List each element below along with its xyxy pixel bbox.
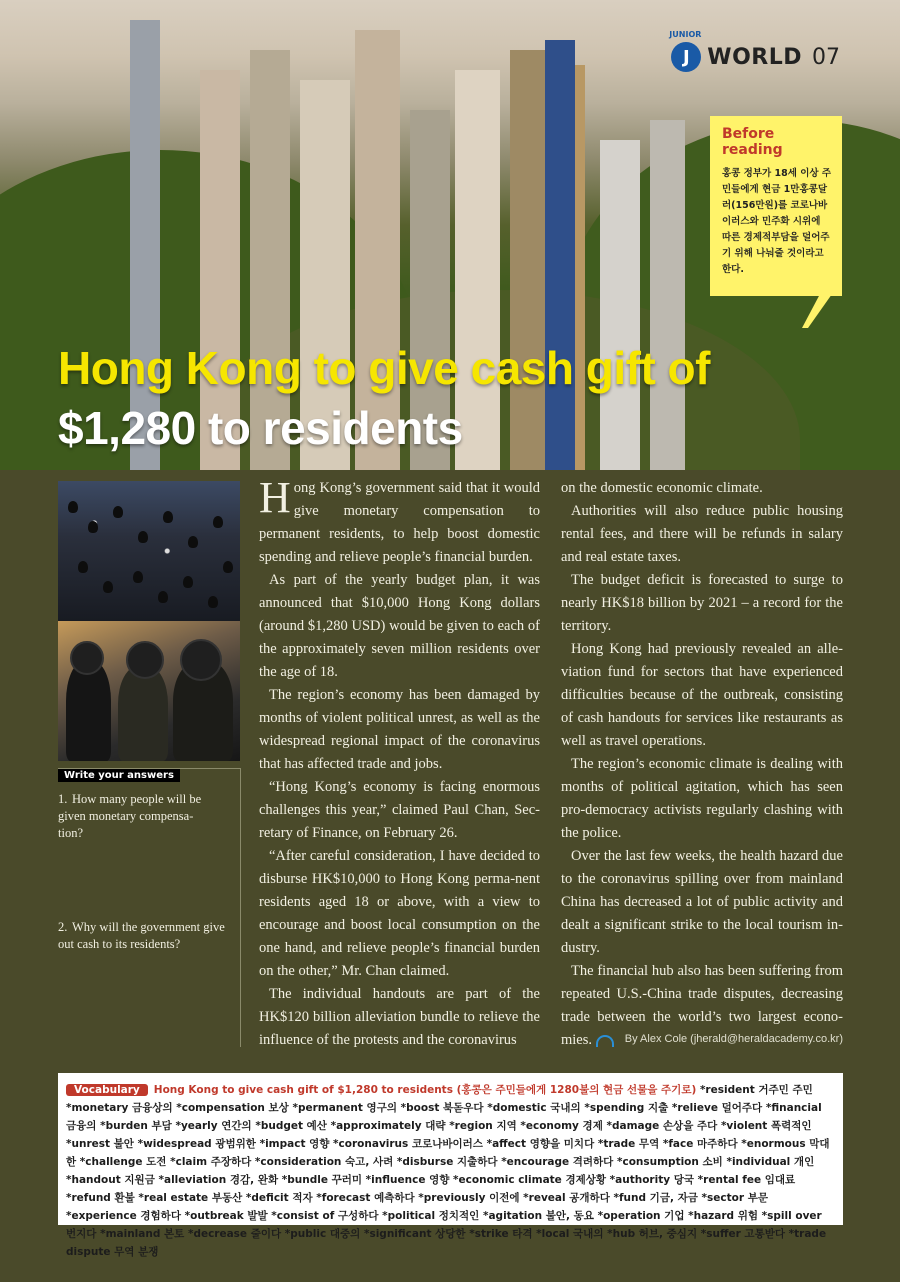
question-1: [58, 791, 218, 842]
article-column-1: [259, 473, 540, 1052]
drop-cap: H: [259, 473, 291, 522]
before-reading-text: 홍콩 정부가 18세 이상 주민들에게 현금 1만홍콩달러(156만원)를 코로나바이러스와 민주화 시위에 따른 경제적부담을 덜어주기 위해 나눠줄 것이라고 한다.: [722, 168, 832, 275]
write-answers-tag: Write your answers: [58, 769, 180, 782]
article-paragraph: [259, 473, 540, 569]
article-paragraph: The region’s economy has been damaged by months of violent political unrest, as well as the widespread regional impact of the coronavirus that has affected trade and jobs.: [259, 687, 540, 772]
article-paragraph: Over the last few weeks, the health hazard due to the coronavirus spilling over from mainland China has decreased a lot of public activity and dealt a significant strike to the local tourism in-dustry.: [561, 848, 843, 956]
headline-line-2: $1,280 to residents: [58, 402, 463, 454]
logo-junior-text: JUNIOR: [669, 30, 702, 39]
article-paragraph: Hong Kong had previously revealed an alle-viation fund for sectors that have experienced difficulties because of the outbreak, consisting of cash handouts for services like restaurants as well as travel operations.: [561, 641, 843, 749]
riot-police-photo: [58, 621, 240, 761]
article-paragraph: “Hong Kong’s economy is facing enormous challenges this year,” claimed Paul Chan, Sec-retary of Finance, on February 26.: [259, 779, 540, 841]
vocabulary-list: *resident 거주민 주민 *monetary 금융상의 *compensation 보상 *permanent 영구의 *boost 북돋우다 *domestic 국내의 *spending 지출 *relieve 덜어주다 *financial 금융의 *burden 부담 *yearly 연간의 *budget 예산 *approximately 대략 *region 지역 *economy 경제 *damage 손상을 주다 *violent 폭력적인 *unrest 불안 *widespread 광범위한 *impact 영향 *coronavirus 코로나바이러스 *affect 영향을 미치다 *trade 무역 *face 마주하다 *enormous 막대한 *challenge 도전 *claim 주장하다 *consideration 숙고, 사려 *disburse 지출하다 *encourage 격려하다 *consumption 소비 *individual 개인 *handout 지원금 *alleviation 경감, 완화 *bundle 꾸러미 *influence 영향 *economic climate 경제상황 *authority 당국 *rental fee 임대료 *refund 환불 *real estate 부동산 *deficit 적자 *forecast 예측하다 *previously 이전에 *reveal 공개하다 *fund 기금, 자금 *sector 부문 *experience 경험하다 *outbreak 발발 *consist of 구성하다 *political 정치적인 *agitation 불안, 동요 *operation 기업 *hazard 위험 *spill over 번지다 *mainland 본토 *decrease 줄이다 *public 대중의 *significant 상당한 *strike 타격 *local 국내의 *hub 허브, 중심지 *suffer 고통받다 *trade dispute 무역 분쟁: [66, 1084, 830, 1258]
headline-line-1: Hong Kong to give cash gift of: [58, 342, 710, 394]
question-2: [58, 919, 228, 953]
answer-sidebar: [58, 768, 241, 1047]
section-title: WORLD: [707, 44, 802, 70]
byline: By Alex Cole (jherald@heraldacademy.co.kr): [624, 1033, 843, 1045]
question-text: Why will the government give out cash to its residents?: [58, 920, 225, 951]
question-text: How many people will be given monetary compensa-tion?: [58, 792, 202, 840]
vocabulary-box: [58, 1073, 843, 1258]
article-paragraph: [561, 960, 843, 1052]
vocabulary-title: Hong Kong to give cash gift of $1,280 to residents (홍콩은 주민들에게 1280불의 현금 선물을 주기로): [153, 1084, 697, 1096]
article-lead-text: ong Kong’s government said that it would give monetary compensation to permanent residents, to help boost domestic spending and relieve people’s financial burden.: [259, 480, 540, 565]
article-paragraph: The budget deficit is forecasted to surge to nearly HK$18 billion by 2021 – a record for the territory.: [561, 572, 843, 634]
question-number: 1.: [58, 792, 68, 806]
article-column-2: [561, 477, 843, 1052]
page-number: 07: [812, 44, 840, 70]
before-reading-box: [710, 116, 842, 296]
headline: [58, 338, 710, 458]
article-paragraph: The region’s economic climate is dealing with months of political agitation, which has seen pro-democracy activists regularly clashing with the police.: [561, 756, 843, 841]
headphones-icon: [596, 1035, 614, 1047]
article-paragraph: As part of the yearly budget plan, it was announced that $10,000 Hong Kong dollars (around $1,280 USD) would be given to each of the approximately seven million residents over the age of 18.: [259, 572, 540, 680]
protest-crowd-photo: [58, 481, 240, 621]
question-number: 2.: [58, 920, 68, 934]
article-paragraph: “After careful consideration, I have decided to disburse HK$10,000 to Hong Kong perma-nent residents aged 18 or above, with a view to encourage and boost local consumption on the one hand, and relieve people’s financial burden on the other,” Mr. Chan claimed.: [259, 848, 540, 979]
article-paragraph: on the domestic economic climate.: [561, 480, 763, 496]
vocabulary-label: Vocabulary: [66, 1084, 148, 1096]
before-reading-heading: Before reading: [722, 126, 783, 158]
logo-mark-icon: J: [671, 42, 701, 72]
magazine-logo: [669, 30, 840, 72]
article-paragraph: Authorities will also reduce public housing rental fees, and there will be refunds in salary and real estate taxes.: [561, 503, 843, 565]
article-paragraph: The individual handouts are part of the HK$120 billion alleviation bundle to relieve the influence of the protests and the coronavirus: [259, 986, 540, 1048]
article-final-text: The financial hub also has been suffering from repeated U.S.-China trade disputes, decreasing trade between the world’s two largest econo-mies.: [561, 963, 843, 1048]
